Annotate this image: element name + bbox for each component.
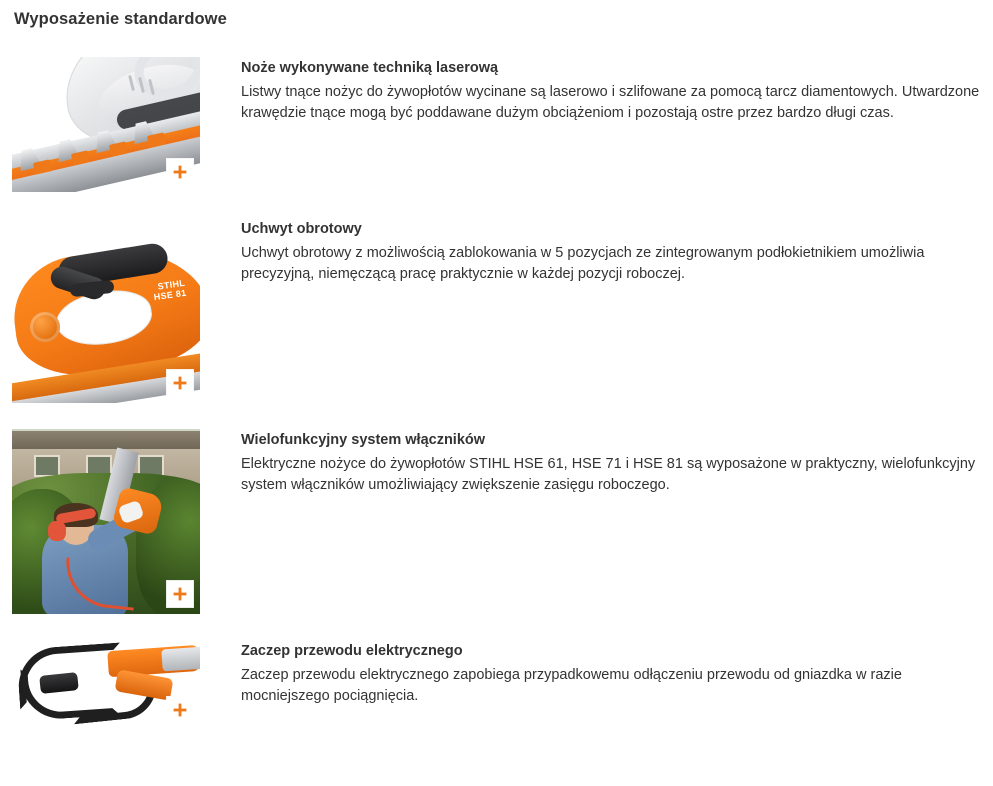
feature-description: Elektryczne nożyce do żywopłotów STIHL HSE 61, HSE 71 i HSE 81 są wyposażone w praktyczny, wielofunkcyjny system włączników umożliwiający zwiększenie zasięgu roboczego. <box>241 455 976 494</box>
feature-thumbnail-wrapper[interactable] <box>12 640 200 730</box>
feature-title: Zaczep przewodu elektrycznego <box>241 643 463 659</box>
feature-list <box>0 57 993 730</box>
feature-item-rotating-handle <box>0 218 993 403</box>
feature-item-switch-system <box>0 429 993 614</box>
feature-image-cord-retainer[interactable] <box>12 640 200 730</box>
plus-icon[interactable] <box>169 583 191 605</box>
feature-thumbnail-wrapper[interactable] <box>12 218 200 403</box>
feature-thumbnail-wrapper[interactable] <box>12 429 200 614</box>
feature-title: Noże wykonywane techniką laserową <box>241 60 499 76</box>
feature-image-rotating-handle[interactable] <box>12 218 200 403</box>
plus-icon[interactable] <box>169 161 191 183</box>
feature-description: Listwy tnące nożyc do żywopłotów wycinane są laserowo i szlifowane za pomocą tarcz diamentowych. Utwardzone krawędzie tnące mogą być poddawane dużym obciążeniom i pozostają ostre przez bardzo długi czas. <box>241 83 980 122</box>
feature-image-laser-blades[interactable] <box>12 57 200 192</box>
ear-protection-cup-shape <box>48 521 66 541</box>
rotation-lock-knob-shape <box>30 312 60 342</box>
housing-grey-detail-shape <box>161 647 200 672</box>
zoom-plus-badge[interactable] <box>167 370 193 396</box>
feature-text-block <box>241 429 993 497</box>
product-brand-label: STIHL HSE 81 <box>153 277 188 303</box>
feature-image-switch-system[interactable] <box>12 429 200 614</box>
roof-shape <box>12 431 200 449</box>
feature-text-block <box>241 640 993 708</box>
feature-text-block <box>241 218 993 286</box>
page-title: Wyposażenie standardowe <box>14 10 227 28</box>
feature-description: Uchwyt obrotowy z możliwością zablokowania w 5 pozycjach ze zintegrowanym podłokietnikiem umożliwia precyzyjną, niemęczącą pracę praktycznie w każdej pozycji roboczej. <box>241 244 925 283</box>
feature-item-cord-retainer <box>0 640 993 730</box>
plus-icon[interactable] <box>169 372 191 394</box>
feature-title: Wielofunkcyjny system włączników <box>241 432 486 448</box>
feature-description: Zaczep przewodu elektrycznego zapobiega przypadkowemu odłączeniu przewodu od gniazdka w razie mocniejszego pociągnięcia. <box>241 666 902 705</box>
zoom-plus-badge[interactable] <box>167 697 193 723</box>
standard-equipment-page <box>0 10 993 730</box>
feature-thumbnail-wrapper[interactable] <box>12 57 200 192</box>
feature-text-block <box>241 57 993 125</box>
feature-title: Uchwyt obrotowy <box>241 221 362 237</box>
feature-item-laser-blades <box>0 57 993 192</box>
plus-icon[interactable] <box>169 699 191 721</box>
zoom-plus-badge[interactable] <box>167 581 193 607</box>
zoom-plus-badge[interactable] <box>167 159 193 185</box>
